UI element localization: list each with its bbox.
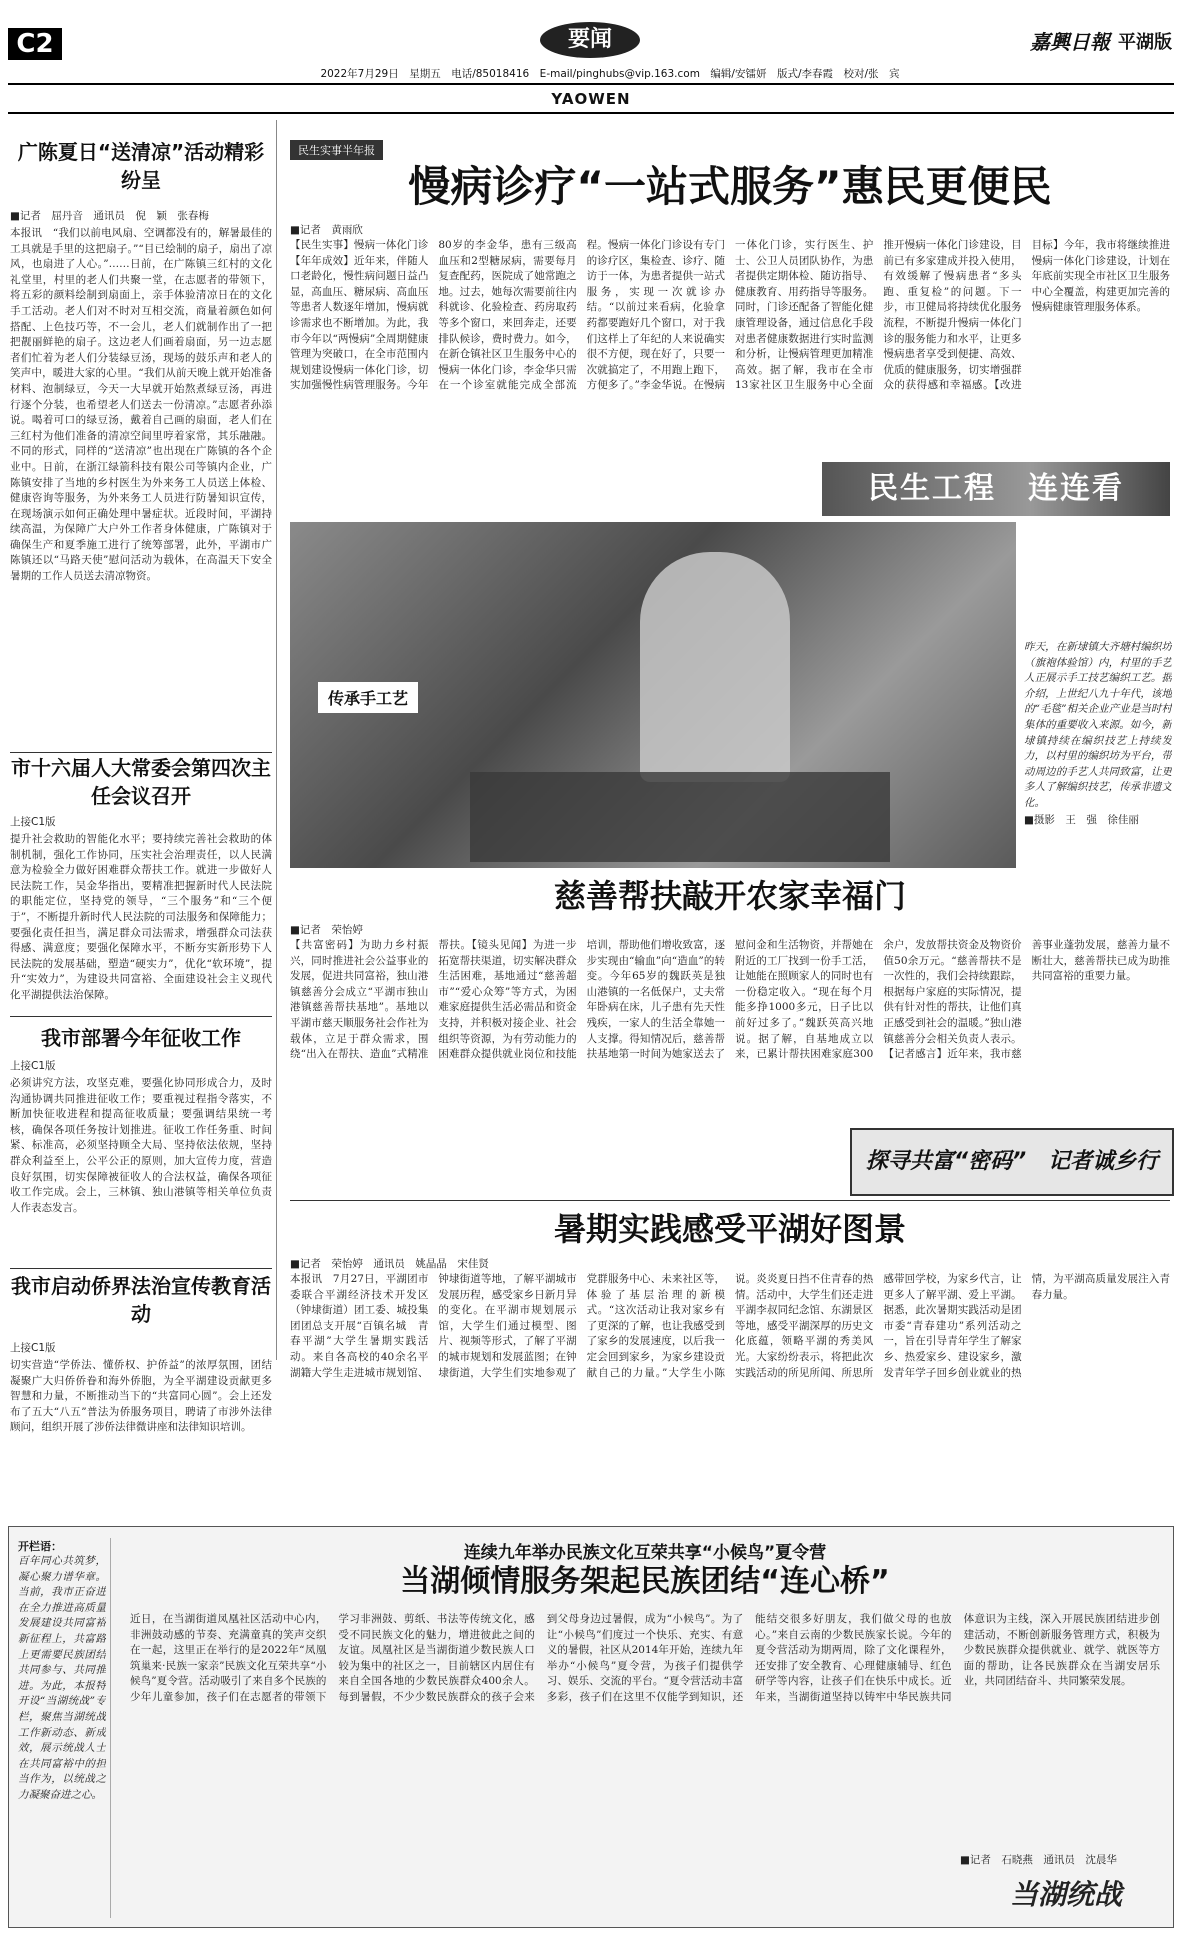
lead-byline: ■记者 黄雨欣 bbox=[290, 224, 363, 236]
paper-name: 嘉興日報 bbox=[1030, 30, 1110, 54]
photo-credit: ■摄影 王 强 徐佳丽 bbox=[1024, 814, 1139, 826]
left-article-1-byline: ■记者 屈丹音 通讯员 倪 颖 张春梅 bbox=[10, 210, 209, 222]
lead-body: 【民生实事】慢病一体化门诊【年年成效】近年来，伴随人口老龄化，慢性病问题日益凸显，高血压、糖尿病、高血压等患者人数逐年增加，慢病就诊需求也不断增加。为此，我市今年以“两慢病”全周期健康管理为突破口，在全市范围内规划建设慢病一体化门诊，切实加强慢性病管理服务。今年80岁的李金华，患有三级高血压和2型糖尿病，需要每月复查配药，医院成了她常跑之地。过去，她每次需要前往内科就诊、化验检查、药房取药等多个窗口，来回奔走，还要排队候诊，费时费力。如今，在新仓镇社区卫生服务中心的慢病一体化门诊，李金华只需在一个诊室就能完成全部流程。慢病一体化门诊设有专门的诊疗区，集检查、诊疗、随访于一体，为患者提供一站式服务，实现一次就诊办结。“以前过来看病，化验拿药都要跑好几个窗口，对于我们这样上了年纪的人来说确实很不方便，现在好了，只要一次就搞定了，不用跑上跑下，方便多了。”李金华说。在慢病一体化门诊，实行医生、护士、公卫人员团队协作，为患者提供定期体检、随访指导、健康教育、用药指导等服务。同时，门诊还配备了智能化健康管理设备，通过信息化手段对患者健康数据进行实时监测和分析，让慢病管理更加精准高效。据了解，我市在全市13家社区卫生服务中心全面推开慢病一体化门诊建设，目前已有多家建成并投入使用，有效缓解了慢病患者“多头跑、重复检”的问题。下一步，市卫健局将持续优化服务流程，不断提升慢病一体化门诊的服务能力和水平，让更多慢病患者享受到便捷、高效、优质的健康服务，切实增强群众的获得感和幸福感。【改进目标】今年，我市将继续推进慢病一体化门诊建设，计划在年底前实现全市社区卫生服务中心全覆盖，构建更加完善的慢病健康管理服务体系。 bbox=[290, 239, 1170, 392]
article-3-body: 本报讯 7月27日，平湖团市委联合平湖经济技术开发区（钟埭街道）团工委、城投集团团总支开展“百镇名城 青春平湖”大学生暑期实践活动。来自各高校的40余名平湖籍大学生走进城市规划馆、钟埭街道等地，了解平湖城市发展历程，感受家乡日新月异的变化。在平湖市规划展示馆，大学生们通过模型、图片、视频等形式，了解了平湖的城市规划和发展蓝图；在钟埭街道，大学生们实地参观了党群服务中心、未来社区等，体验了基层治理的新模式。“这次活动让我对家乡有了更深的了解，也让我感受到了家乡的发展速度，以后我一定会回到家乡，为家乡建设贡献自己的力量。”大学生小陈说。炎炎夏日挡不住青春的热情。活动中，大学生们还走进平湖李叔同纪念馆、东湖景区等地，感受平湖深厚的历史文化底蕴，领略平湖的秀美风光。大家纷纷表示，将把此次实践活动的所见所闻、所思所感带回学校，为家乡代言，让更多人了解平湖、爱上平湖。据悉，此次暑期实践活动是团市委“青春建功”系列活动之一，旨在引导青年学生了解家乡、热爱家乡、建设家乡，激发青年学子回乡创业就业的热情，为平湖高质量发展注入青春力量。 bbox=[290, 1273, 1170, 1379]
left-article-2-body: 提升社会救助的智能化水平；要持续完善社会救助的体制机制，强化工作协同，压实社会治理责任，以人民满意为检验全力做好困难群众帮扶工作。就进一步做好人民法院工作，吴金华指出，要精准把握新时代人民法院的职能定位，坚持党的领导，“三个服务”和“三个便于”，不断提升新时代人民法院的司法服务和保障能力；要强化责任担当，满足群众司法需求，增强群众司法获得感、满意度；要强化保障水平，不断夯实新形势下人民法院的发展基础，塑造“硬实力”，优化“软环境”，提升“实效力”，为建设共同富裕、全面建设社会主义现代化平湖提供法治保障。 bbox=[10, 833, 272, 1001]
left-article-1-title: 广陈夏日“送清凉”活动精彩纷呈 bbox=[17, 140, 265, 192]
banner-gongfu: 探寻共富“密码” 记者诚乡行 bbox=[850, 1128, 1174, 1196]
sidebar-text: 百年同心共筑梦，凝心聚力谱华章。当前，我市正奋进在全力推进高质量发展建设共同富裕新征程上，共富路上更需要民族团结共同参与、共同推进。为此，本报特开设“当湖统战”专栏，聚焦当湖统战工作新动态、新成效，展示统战人士在共同富裕中的担当作为，以统战之力凝聚奋进之心。 bbox=[18, 1555, 106, 1801]
left-article-4-title: 我市启动侨界法治宣传教育活动 bbox=[11, 1274, 271, 1326]
feature-photo bbox=[290, 522, 1016, 868]
lead-title: 慢病诊疗“一站式服务”惠民更便民 bbox=[408, 162, 1052, 211]
article-2-body: 【共富密码】为助力乡村振兴，同时推进社会公益事业的发展，促进共同富裕，独山港镇慈善分会成立“平湖市独山港镇慈善帮扶基地”。基地以平湖市慈天顺服务社会作社为载体，立足于群众需求，围绕“出入在帮扶、造血”式精准帮扶。【镜头见闻】为进一步拓宽帮扶渠道，切实解决群众生活困难，基地通过“慈善超市”“爱心众筹”等方式，为困难家庭提供生活必需品和资金支持，并积极对接企业、社会组织等资源，为有劳动能力的困难群众提供就业岗位和技能培训，帮助他们增收致富，逐步实现由“输血”向“造血”的转变。今年65岁的魏跃英是独山港镇的一名低保户，丈夫常年卧病在床，儿子患有先天性残疾，一家人的生活全靠她一人支撑。得知情况后，慈善帮扶基地第一时间为她家送去了慰问金和生活物资，并帮她在附近的工厂找到一份手工活，让她能在照顾家人的同时也有一份稳定收入。“现在每个月能多挣1000多元，日子比以前好过多了。”魏跃英高兴地说。据了解，自基地成立以来，已累计帮扶困难家庭300余户，发放帮扶资金及物资价值50余万元。“慈善帮扶不是一次性的，我们会持续跟踪，根据每户家庭的实际情况，提供有针对性的帮扶，让他们真正感受到社会的温暖。”独山港镇慈善分会相关负责人表示。【记者感言】近年来，我市慈善事业蓬勃发展，慈善力量不断壮大，慈善帮扶已成为助推共同富裕的重要力量。 bbox=[290, 939, 1170, 1061]
bottom-byline: ■记者 石晓燕 通讯员 沈晨华 bbox=[960, 1854, 1117, 1866]
photo-loom bbox=[470, 772, 890, 862]
dangh-tongzhan-logo: 当湖统战 bbox=[1009, 1878, 1122, 1911]
photo-subject-figure bbox=[640, 552, 790, 782]
article-3-top-rule bbox=[290, 1200, 1170, 1201]
bottom-sidebar bbox=[18, 1538, 111, 1918]
left-divider-3 bbox=[10, 1268, 272, 1269]
masthead-rule bbox=[8, 83, 1174, 85]
masthead-info: 2022年7月29日 星期五 电话/85018416 E-mail/pinghubs@vip.163.com 编辑/安镭妍 版式/李春霞 校对/张 宾 bbox=[320, 68, 900, 80]
left-article-3-title: 我市部署今年征收工作 bbox=[41, 1026, 241, 1050]
left-article-3-ref: 上接C1版 bbox=[10, 1060, 56, 1072]
page-number: C2 bbox=[8, 28, 62, 60]
left-article-1-body: 本报讯 “我们以前电风扇、空调都没有的，解暑最佳的工具就是手里的这把扇子。”“目已绘制的扇子，扇出了凉风，也扇进了人心。”……日前，在广陈镇三红村的文化礼堂里，村里的老人们共聚一堂，在志愿者的带领下，将五彩的颜料绘制到扇面上，亲手体验清凉日在的文化手工活动。老人们对不时对互相交流，商量着颜色如何搭配、上色技巧等，不一会儿，老人们就制作出了一把把靓丽鲜艳的扇子。这边老人们画着扇面，另一边志愿者们忙着为老人们分装绿豆汤，现场的鼓乐声和老人的笑声中，暖进大家的心里。“我们从前天晚上就开始准备材料、泡制绿豆，今天一大早就开始熬煮绿豆汤，再进行逐个分装，也希望老人们送去一份清凉。”志愿者孙添说。喝着可口的绿豆汤，戴着自己画的扇面，老人们在三红村为他们准备的清凉空间里哼着家常，其乐融融。不同的形式，同样的“送清凉”也出现在广陈镇的各个企业中。日前，在浙江绿箭科技有限公司等镇内企业，广陈镇安排了当地的乡村医生为外来务工人员送上体检、健康咨询等服务，为外来务工人员进行防暑知识宣传，在现场演示如何正确处理中暑症状。近段时间，平湖持续高温，为保障广大户外工作者身体健康，广陈镇对于确保生产和夏季施工进行了统筹部署，此外，平湖市广陈镇还以“马路天使”慰问活动为载体，在高温天下安全暑期的工作人员送去清凉物资。 bbox=[10, 227, 272, 583]
article-3-title: 暑期实践感受平湖好图景 bbox=[553, 1210, 906, 1248]
banner-minsheng: 民生工程 连连看 bbox=[822, 462, 1170, 516]
photo-label: 传承手工艺 bbox=[318, 682, 418, 713]
left-article-3-body: 必须讲究方法，攻坚克难，要强化协同形成合力，及时沟通协调共同推进征收工作；要重视过程指令落实，不断加快征收进程和提高征收质量；要强调结果统一考核，确保各项任务按计划推进。征收工作任务重、时间紧、标准高，必须坚持顾全大局、坚持依法依规，坚持群众利益至上，公平公正的原则，加大宣传力度，营造良好氛围，切实保障被征收人的合法权益，确保各项征收工作完成。会上，三林镇、独山港镇等相关单位负责人作表态发言。 bbox=[10, 1077, 272, 1214]
left-divider-1 bbox=[10, 752, 272, 753]
bottom-title: 当湖倾情服务架起民族团结“连心桥” bbox=[400, 1564, 890, 1599]
bottom-body: 近日，在当湖街道凤凰社区活动中心内，非洲鼓动感的节奏、充满童真的笑声交织在一起，这里正在举行的是2022年“凤凰筑巢来·民族一家亲”民族文化互荣共享“小候鸟”夏令营。活动吸引了来自多个民族的少年儿童参加，孩子们在志愿者的带领下学习非洲鼓、剪纸、书法等传统文化，感受不同民族文化的魅力，增进彼此之间的友谊。凤凰社区是当湖街道少数民族人口较为集中的社区之一，目前辖区内居住有来自全国各地的少数民族群众400余人。每到暑假，不少少数民族群众的孩子会来到父母身边过暑假，成为“小候鸟”。为了让“小候鸟”们度过一个快乐、充实、有意义的暑假，社区从2014年开始，连续九年举办“小候鸟”夏令营，为孩子们提供学习、娱乐、交流的平台。“夏令营活动丰富多彩，孩子们在这里不仅能学到知识，还能结交很多好朋友，我们做父母的也放心。”来自云南的少数民族家长说。今年的夏令营活动为期两周，除了文化课程外，还安排了安全教育、心理健康辅导、红色研学等内容，让孩子们在快乐中成长。近年来，当湖街道坚持以铸牢中华民族共同体意识为主线，深入开展民族团结进步创建活动，不断创新服务管理方式，积极为少数民族群众提供就业、就学、就医等方面的帮助，让各民族群众在当湖安居乐业，共同团结奋斗、共同繁荣发展。 bbox=[130, 1613, 1160, 1703]
masthead-rule-2 bbox=[8, 112, 1174, 114]
left-divider-2 bbox=[10, 1016, 272, 1017]
article-2-byline: ■记者 荣怡婷 bbox=[290, 924, 363, 936]
article-3-byline: ■记者 荣怡婷 通讯员 姚晶晶 宋佳贤 bbox=[290, 1258, 489, 1270]
article-2-title: 慈善帮扶敲开农家幸福门 bbox=[553, 877, 906, 915]
left-column-divider bbox=[276, 120, 277, 1360]
bottom-kicker: 连续九年举办民族文化互荣共享“小候鸟”夏令营 bbox=[463, 1543, 827, 1563]
section-title-en: YAOWEN bbox=[551, 90, 631, 108]
edition-name: 平湖版 bbox=[1118, 32, 1172, 53]
left-article-2-ref: 上接C1版 bbox=[10, 816, 56, 828]
lead-kicker: 民生实事半年报 bbox=[290, 140, 383, 160]
photo-caption: 昨天，在新埭镇大齐塘村编织坊（旗袍体验馆）内，村里的手艺人正展示手工技艺编织工艺。据介绍，上世纪八九十年代，该地的“毛毯”相关企业产业是当时村集体的重要收入来源。如今，新埭镇持续在编织技艺上持续发力，以村里的编织坊为平台，带动周边的手艺人共同致富，让更多人了解编织技艺，传承非遗文化。 bbox=[1024, 641, 1172, 809]
left-article-4-ref: 上接C1版 bbox=[10, 1342, 56, 1354]
left-article-4-body: 切实营造“学侨法、懂侨权、护侨益”的浓厚氛围，团结凝聚广大归侨侨眷和海外侨胞，为全平湖建设贡献更多智慧和力量，不断推动当下的“共富同心圆”。会上还发布了五大“八五”普法为侨服务项目，聘请了市涉外法律顾问，组织开展了涉侨法律微讲座和法律知识培训。 bbox=[10, 1359, 272, 1434]
sidebar-label: 开栏语： bbox=[18, 1540, 62, 1553]
section-title-cn: 要闻 bbox=[540, 22, 640, 58]
left-article-2-title: 市十六届人大常委会第四次主任会议召开 bbox=[11, 756, 271, 808]
